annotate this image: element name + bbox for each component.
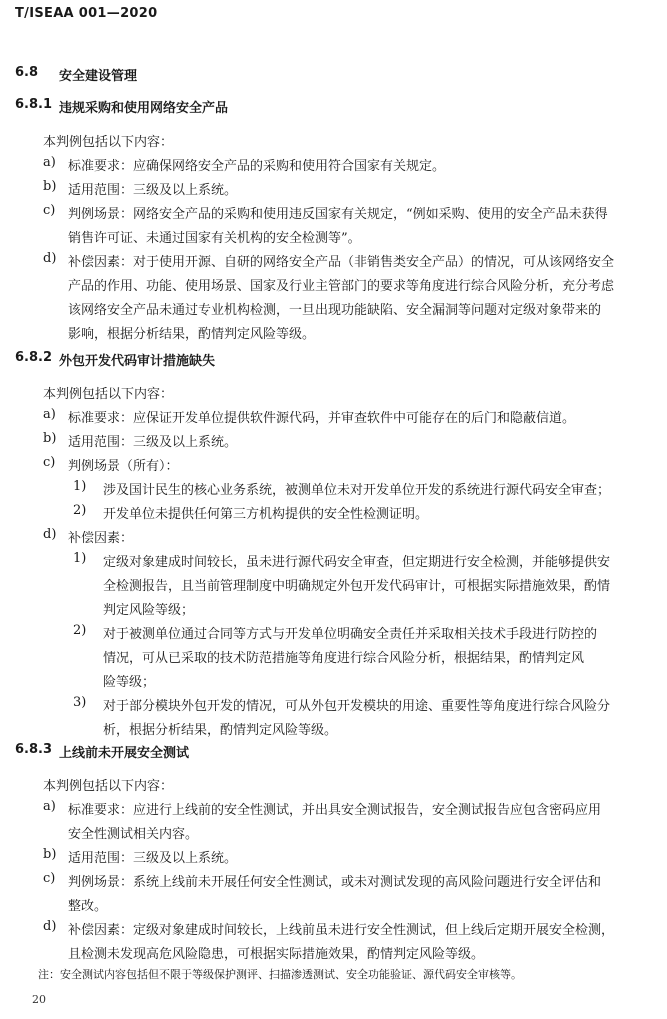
sub-list-marker: 3) (73, 695, 87, 710)
intro-text: 本判例包括以下内容： (43, 387, 174, 402)
list-marker: d) (43, 527, 57, 542)
subsection-number-6-8-1: 6.8.1 (15, 97, 53, 112)
list-marker: c) (43, 871, 56, 886)
list-item-text: 适用范围：三级及以上系统。 (68, 851, 238, 866)
list-item-text: 且检测未发现高危风险隐患，可根据实际措施效果，酌情判定风险等级。 (68, 947, 485, 962)
list-marker: b) (43, 431, 57, 446)
sub-list-item-text: 涉及国计民生的核心业务系统，被测单位未对开发单位开发的系统进行源代码安全审查； (103, 483, 611, 498)
list-item-text: 该网络安全产品未通过专业机构检测，一旦出现功能缺陷、安全漏洞等问题对定级对象带来的 (68, 303, 602, 318)
sub-list-item-text: 开发单位未提供任何第三方机构提供的安全性检测证明。 (103, 507, 429, 522)
list-item-text: 产品的作用、功能、使用场景、国家及行业主管部门的要求等角度进行综合风险分析，充分考虑 (68, 279, 615, 294)
subsection-number-6-8-2: 6.8.2 (15, 350, 53, 365)
note-text: 注：安全测试内容包括但不限于等级保护测评、扫描渗透测试、安全功能验证、源代码安全审核等。 (38, 968, 522, 981)
subsection-title-6-8-2: 外包开发代码审计措施缺失 (59, 354, 216, 369)
intro-text: 本判例包括以下内容： (43, 779, 174, 794)
document-code: T/ISEAA 001—2020 (15, 6, 158, 21)
sub-list-item-text: 判定风险等级； (103, 603, 195, 618)
list-item-text: 销售许可证、未通过国家有关机构的安全检测等”。 (68, 231, 361, 246)
sub-list-item-text: 对于被测单位通过合同等方式与开发单位明确安全责任并采取相关技术手段进行防控的 (103, 627, 598, 642)
list-marker: d) (43, 251, 57, 266)
list-item-text: 标准要求：应保证开发单位提供软件源代码，并审查软件中可能存在的后门和隐蔽信道。 (68, 411, 576, 426)
list-item-text: 影响，根据分析结果，酌情判定风险等级。 (68, 327, 316, 342)
list-item-text: 安全性测试相关内容。 (68, 827, 199, 842)
list-item-text: 适用范围：三级及以上系统。 (68, 435, 238, 450)
sub-list-item-text: 析，根据分析结果，酌情判定风险等级。 (103, 723, 338, 738)
subsection-number-6-8-3: 6.8.3 (15, 742, 53, 757)
list-item-text: 补偿因素：对于使用开源、自研的网络安全产品（非销售类安全产品）的情况，可从该网络安全 (68, 255, 615, 270)
sub-list-item-text: 对于部分模块外包开发的情况，可从外包开发模块的用途、重要性等角度进行综合风险分 (103, 699, 611, 714)
list-marker: a) (43, 799, 56, 814)
list-marker: c) (43, 455, 56, 470)
list-item-text: 标准要求：应进行上线前的安全性测试，并出具安全测试报告，安全测试报告应包含密码应用 (68, 803, 602, 818)
list-item-text: 判例场景（所有）： (68, 459, 179, 474)
sub-list-item-text: 情况，可从已采取的技术防范措施等角度进行综合风险分析，根据结果，酌情判定风 (103, 651, 585, 666)
list-marker: b) (43, 847, 57, 862)
section-number: 6.8 (15, 65, 39, 80)
list-item-text: 判例场景：网络安全产品的采购和使用违反国家有关规定，“例如采购、使用的安全产品未获得 (68, 207, 608, 222)
list-item-text: 整改。 (68, 899, 108, 914)
sub-list-item-text: 险等级； (103, 675, 156, 690)
sub-list-marker: 1) (73, 551, 87, 566)
list-item-text: 适用范围：三级及以上系统。 (68, 183, 238, 198)
page-number: 20 (32, 993, 46, 1006)
list-marker: c) (43, 203, 56, 218)
list-item-text: 补偿因素：定级对象建成时间较长，上线前虽未进行安全性测试，但上线后定期开展安全检测， (68, 923, 615, 938)
sub-list-item-text: 全检测报告，且当前管理制度中明确规定外包开发代码审计，可根据实际措施效果，酌情 (103, 579, 611, 594)
subsection-title-6-8-1: 违规采购和使用网络安全产品 (59, 101, 229, 116)
sub-list-item-text: 定级对象建成时间较长，虽未进行源代码安全审查，但定期进行安全检测，并能够提供安 (103, 555, 611, 570)
list-item-text: 判例场景：系统上线前未开展任何安全性测试，或未对测试发现的高风险问题进行安全评估和 (68, 875, 602, 890)
sub-list-marker: 1) (73, 479, 87, 494)
list-item-text: 补偿因素： (68, 531, 134, 546)
sub-list-marker: 2) (73, 623, 87, 638)
subsection-title-6-8-3: 上线前未开展安全测试 (59, 746, 190, 761)
sub-list-marker: 2) (73, 503, 87, 518)
intro-text: 本判例包括以下内容： (43, 135, 174, 150)
list-marker: d) (43, 919, 57, 934)
section-title: 安全建设管理 (59, 69, 138, 84)
list-marker: b) (43, 179, 57, 194)
list-marker: a) (43, 155, 56, 170)
list-item-text: 标准要求：应确保网络安全产品的采购和使用符合国家有关规定。 (68, 159, 446, 174)
list-marker: a) (43, 407, 56, 422)
